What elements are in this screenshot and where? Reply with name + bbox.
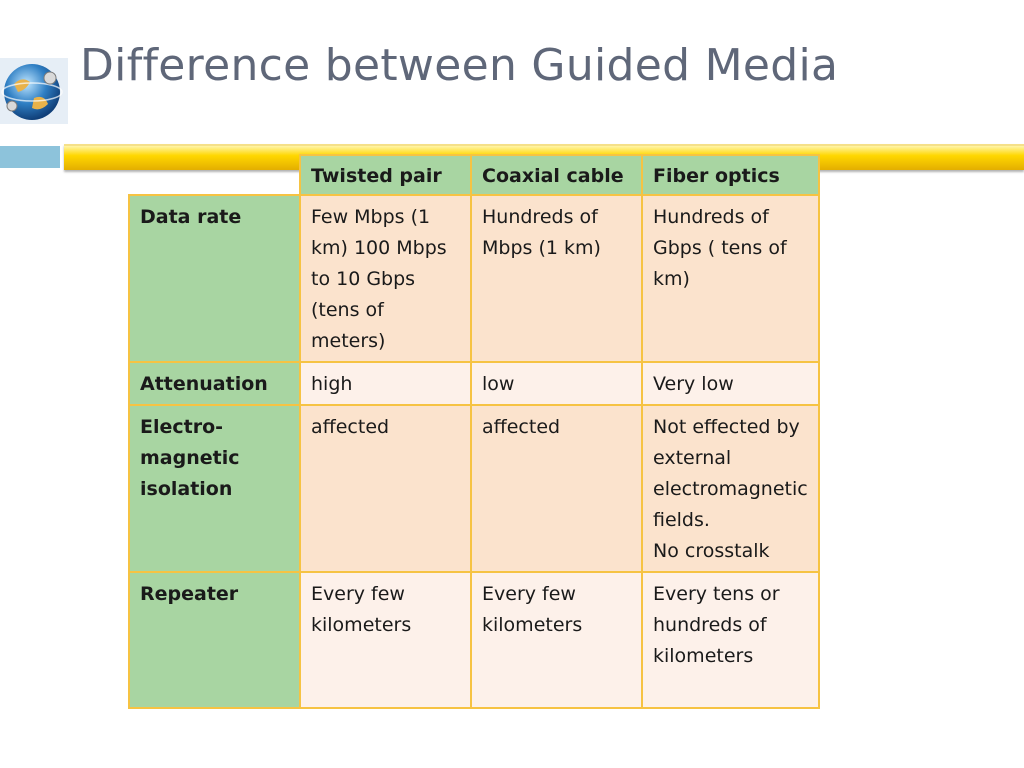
table-cell: affected xyxy=(471,405,642,572)
row-header: Repeater xyxy=(129,572,300,708)
column-header: Coaxial cable xyxy=(471,155,642,195)
table-cell: high xyxy=(300,362,471,405)
table-cell: Not effected by external electromagnetic fields. No crosstalk xyxy=(642,405,819,572)
table-cell: Few Mbps (1 km) 100 Mbps to 10 Gbps (tens of meters) xyxy=(300,195,471,362)
table-cell: affected xyxy=(300,405,471,572)
slide-title: Difference between Guided Media xyxy=(80,40,839,91)
table-cell: Hundreds of Mbps (1 km) xyxy=(471,195,642,362)
accent-strip-blue xyxy=(0,146,60,168)
row-header: Data rate xyxy=(129,195,300,362)
table-cell: Every few kilometers xyxy=(300,572,471,708)
table-cell: Hundreds of Gbps ( tens of km) xyxy=(642,195,819,362)
row-header: Attenuation xyxy=(129,362,300,405)
column-header: Twisted pair xyxy=(300,155,471,195)
table-cell: Every tens or hundreds of kilometers xyxy=(642,572,819,708)
table-row-electromagnetic-isolation xyxy=(129,405,819,572)
table-header-row xyxy=(129,155,819,195)
table-cell: Very low xyxy=(642,362,819,405)
corner-cell xyxy=(129,155,300,195)
table-row-repeater xyxy=(129,572,819,708)
comparison-table xyxy=(128,154,820,709)
table-cell: low xyxy=(471,362,642,405)
column-header: Fiber optics xyxy=(642,155,819,195)
table-row-data-rate xyxy=(129,195,819,362)
globe-logo-icon xyxy=(0,58,68,124)
table-cell: Every few kilometers xyxy=(471,572,642,708)
table-row-attenuation xyxy=(129,362,819,405)
row-header: Electro-magnetic isolation xyxy=(129,405,300,572)
